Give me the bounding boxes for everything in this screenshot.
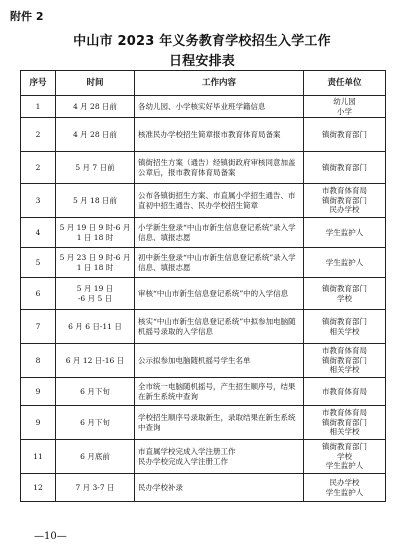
row-number-cell: 2	[21, 152, 56, 184]
table-header-row	[21, 71, 386, 96]
row-content-cell: 市直属学校完成入学注册工作 民办学校完成入学注册工作	[135, 440, 304, 474]
table-row	[21, 118, 386, 152]
row-number-cell: 11	[21, 440, 56, 474]
row-time-cell: 5 月 19 日 -6 月 5 日	[56, 278, 135, 310]
row-time-cell: 6 月底前	[56, 440, 135, 474]
row-content-cell: 民办学校补录	[135, 474, 304, 502]
schedule-table	[20, 70, 386, 502]
row-number-cell: 7	[21, 310, 56, 344]
row-unit-cell: 民办学校 学生监护人	[304, 474, 386, 502]
row-time-cell: 6 月 6 日-11 日	[56, 310, 135, 344]
row-content-cell: 核准民办学校招生简章报市教育体育局备案	[135, 118, 304, 152]
row-number-cell: 1	[21, 96, 56, 118]
table-row	[21, 378, 386, 406]
row-unit-cell: 市教育体育局 镇街教育部门 民办学校	[304, 184, 386, 218]
row-unit-cell: 学生监护人	[304, 218, 386, 248]
table-row	[21, 406, 386, 440]
row-unit-cell: 市教育体育局	[304, 378, 386, 406]
table-row	[21, 218, 386, 248]
row-number-cell: 9	[21, 378, 56, 406]
row-time-cell: 6 月 12 日-16 日	[56, 344, 135, 378]
row-number-cell: 3	[21, 184, 56, 218]
table-row	[21, 344, 386, 378]
table-row	[21, 310, 386, 344]
table-row	[21, 474, 386, 502]
row-number-cell: 5	[21, 248, 56, 278]
row-number-cell: 4	[21, 218, 56, 248]
document-title: 中山市 2023 年义务教育学校招生入学工作	[73, 34, 331, 49]
row-time-cell: 6 月下旬	[56, 406, 135, 440]
document-subtitle: 日程安排表	[168, 54, 235, 69]
column-header-unit: 责任单位	[304, 71, 386, 96]
table-row	[21, 152, 386, 184]
table-row	[21, 184, 386, 218]
row-time-cell: 4 月 28 日前	[56, 118, 135, 152]
table-row	[21, 440, 386, 474]
table-row	[21, 96, 386, 118]
row-content-cell: 小学新生登录“中山市新生信息登记系统”录入学信息、填报志愿	[135, 218, 304, 248]
row-time-cell: 5 月 19 日 9 时-6 月 1 日 18 时	[56, 218, 135, 248]
row-time-cell: 4 月 28 日前	[56, 96, 135, 118]
column-header-no: 序号	[21, 71, 56, 96]
row-content-cell: 镇街招生方案（通告）经镇街政府审核同意加盖公章后，报市教育体育局备案	[135, 152, 304, 184]
row-time-cell: 7 月 3-7 日	[56, 474, 135, 502]
row-content-cell: 各幼儿园、小学核实好毕业班学籍信息	[135, 96, 304, 118]
row-unit-cell: 幼儿园 小学	[304, 96, 386, 118]
row-content-cell: 公布各镇街招生方案、市直属小学招生通告、市直初中招生通告、民办学校招生简章	[135, 184, 304, 218]
row-time-cell: 6 月下旬	[56, 378, 135, 406]
table-row	[21, 278, 386, 310]
row-unit-cell: 镇街教育部门	[304, 152, 386, 184]
table-row	[21, 248, 386, 278]
row-unit-cell: 镇街教育部门	[304, 118, 386, 152]
column-header-content: 工作内容	[135, 71, 304, 96]
row-number-cell: 9	[21, 406, 56, 440]
row-time-cell: 5 月 7 日前	[56, 152, 135, 184]
row-content-cell: 核实“中山市新生信息登记系统”中拟参加电脑随机摇号录取的入学信息	[135, 310, 304, 344]
row-unit-cell: 镇街教育部门 学校	[304, 278, 386, 310]
row-unit-cell: 学生监护人	[304, 248, 386, 278]
row-content-cell: 审核“中山市新生信息登记系统”中的入学信息	[135, 278, 304, 310]
row-content-cell: 初中新生登录“中山市新生信息登记系统”录入学信息、填报志愿	[135, 248, 304, 278]
row-unit-cell: 市教育体育局 镇街教育部门 相关学校	[304, 344, 386, 378]
row-number-cell: 6	[21, 278, 56, 310]
row-time-cell: 5 月 23 日 9 时-6 月 1 日 18 时	[56, 248, 135, 278]
row-content-cell: 全市统一电脑随机摇号，产生招生顺序号，结果在新生系统中查询	[135, 378, 304, 406]
row-unit-cell: 市教育体育局 镇街教育部门 相关学校	[304, 406, 386, 440]
page-number: —10—	[34, 531, 67, 542]
row-number-cell: 2	[21, 118, 56, 152]
row-number-cell: 8	[21, 344, 56, 378]
row-content-cell: 学校招生顺序号录取新生，录取结果在新生系统中查询	[135, 406, 304, 440]
row-unit-cell: 镇街教育部门 学校 学生监护人	[304, 440, 386, 474]
row-number-cell: 12	[21, 474, 56, 502]
row-time-cell: 5 月 18 日前	[56, 184, 135, 218]
row-content-cell: 公示拟参加电脑随机摇号学生名单	[135, 344, 304, 378]
row-unit-cell: 镇街教育部门 相关学校	[304, 310, 386, 344]
attachment-label: 附件 2	[10, 10, 44, 23]
column-header-time: 时间	[56, 71, 135, 96]
